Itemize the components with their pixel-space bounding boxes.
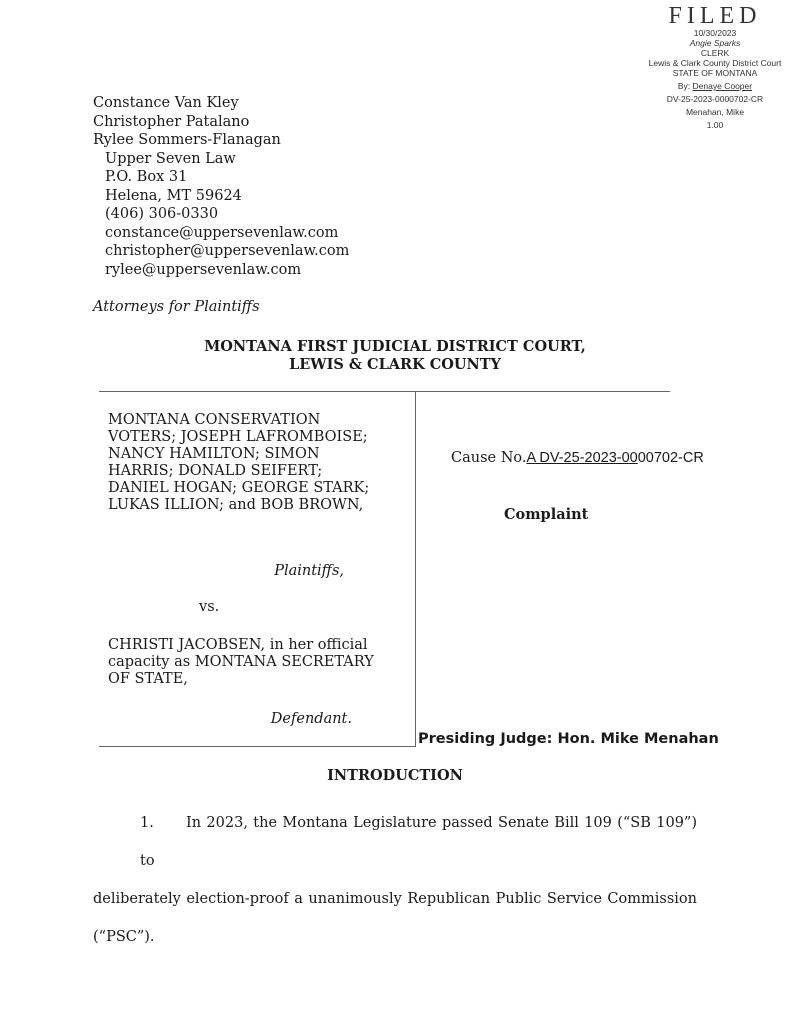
stamp-by-line (642, 81, 788, 91)
court-line-2: LEWIS & CLARK COUNTY (289, 356, 501, 373)
filing-stamp (642, 4, 788, 130)
section-heading: INTRODUCTION (327, 767, 463, 784)
attorney-block (93, 94, 349, 279)
presiding-judge: Presiding Judge: Hon. Mike Menahan (418, 731, 719, 747)
document-title: Complaint (504, 506, 589, 523)
plaintiffs-line: NANCY HAMILTON; SIMON (108, 446, 320, 462)
stamp-state-line: STATE OF MONTANA (672, 68, 758, 78)
filed-date: 10/30/2023 (693, 28, 737, 38)
paragraph-text: deliberately election-proof a unanimously Republican Public Service Commission (“PSC”). (93, 891, 697, 945)
defendant-label: Defendant. (270, 711, 352, 727)
plaintiffs-list (108, 412, 408, 514)
cause-number-value (526, 450, 703, 466)
versus-label: vs. (199, 599, 220, 615)
paragraph-line-1: In 2023, the Montana Legislature passed Senate Bill 109 (“SB 109”) to (140, 815, 697, 869)
plaintiffs-line: DANIEL HOGAN; GEORGE STARK; (108, 480, 370, 496)
cause-number-underlined: DV-25-2023-00 (535, 450, 638, 466)
firm-name: Upper Seven Law (105, 150, 236, 167)
email-address: constance@uppersevenlaw.com (105, 224, 339, 241)
email-address: rylee@uppersevenlaw.com (105, 261, 302, 278)
stamp-judge: Menahan, Mike (685, 107, 745, 117)
defendant-line: CHRISTI JACOBSEN, in her official (108, 637, 368, 653)
stamp-by-name: Denaye Cooper (692, 81, 753, 91)
attorney-name: Christopher Patalano (93, 113, 250, 130)
cause-number (451, 450, 704, 466)
caption-top-rule (99, 391, 670, 392)
plaintiffs-line: HARRIS; DONALD SEIFERT; (108, 463, 323, 479)
court-heading (93, 338, 697, 374)
address-line: P.O. Box 31 (105, 169, 188, 185)
clerk-name: Angie Sparks (689, 38, 741, 48)
caption-bottom-rule (99, 746, 416, 747)
filed-heading: FILED (668, 3, 762, 29)
clerk-title: CLERK (700, 48, 730, 58)
stamp-case-number: DV-25-2023-0000702-CR (666, 94, 764, 104)
defendant-line: OF STATE, (108, 671, 188, 687)
defendant-line: capacity as MONTANA SECRETARY (108, 654, 374, 670)
paragraph-1 (93, 804, 697, 956)
cause-label: Cause No. (451, 450, 527, 466)
defendant-name (108, 637, 408, 688)
plaintiffs-line: MONTANA CONSERVATION (108, 412, 321, 428)
email-address: christopher@uppersevenlaw.com (105, 243, 350, 259)
attorney-name: Rylee Sommers-Flanagan (93, 132, 281, 148)
plaintiffs-line: VOTERS; JOSEPH LAFROMBOISE; (108, 429, 368, 445)
paragraph-number: 1. (140, 815, 154, 831)
stamp-by-label: By: (677, 81, 691, 91)
attorney-name: Constance Van Kley (93, 95, 239, 111)
address-line: Helena, MT 59624 (105, 187, 242, 204)
court-line-1: MONTANA FIRST JUDICIAL DISTRICT COURT, (204, 338, 586, 355)
paragraph-first-line (93, 804, 697, 880)
stamp-court-line: Lewis & Clark County District Court (648, 58, 782, 68)
plaintiffs-label: Plaintiffs, (274, 563, 344, 579)
attorney-role: Attorneys for Plaintiffs (93, 299, 260, 315)
phone-number: (406) 306-0330 (105, 206, 219, 222)
cause-number-rest: 00702-CR (637, 450, 704, 466)
cause-number-prefix: A (526, 450, 536, 466)
plaintiffs-line: LUKAS ILLION; and BOB BROWN, (108, 497, 364, 513)
stamp-version: 1.00 (706, 120, 724, 130)
caption-divider (415, 391, 416, 746)
